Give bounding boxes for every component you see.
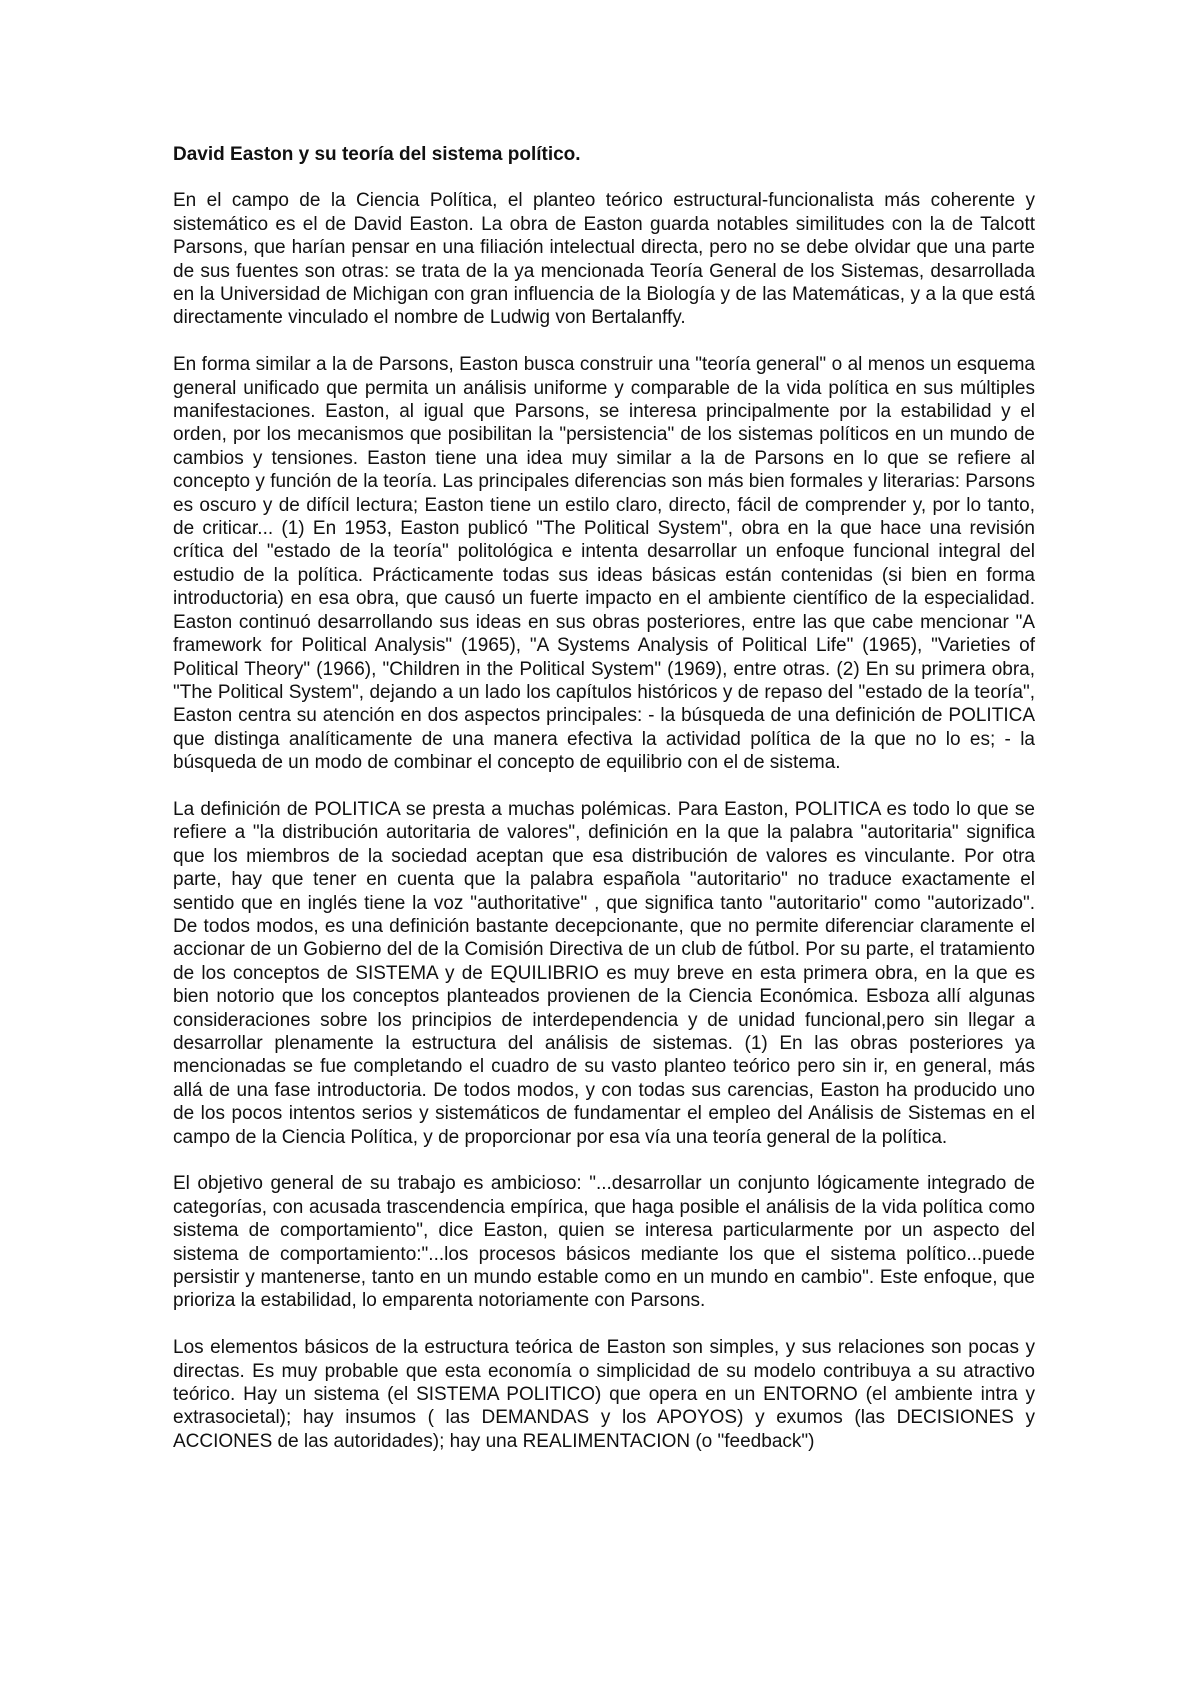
paragraph-5: Los elementos básicos de la estructura teórica de Easton son simples, y sus relaciones son pocas y directas. Es muy probable que esta economía o simplicidad de su modelo contribuya a su atractivo teórico. Hay un sistema (el SISTEMA POLITICO) que opera en un ENTORNO (el ambiente intra y extrasocietal); hay insumos ( las DEMANDAS y los APOYOS) y exumos (las DECISIONES y ACCIONES de las autoridades); hay una REALIMENTACION (o "feedback") xyxy=(173,1337,1035,1452)
paragraph-2: En forma similar a la de Parsons, Easton busca construir una "teoría general" o al menos un esquema general unificado que permita un análisis uniforme y comparable de la vida política en sus múltiples manifestaciones. Easton, al igual que Parsons, se interesa principalmente por la estabilidad y el orden, por los mecanismos que posibilitan la "persistencia" de los sistemas políticos en un mundo de cambios y tensiones. Easton tiene una idea muy similar a la de Parsons en lo que se refiere al concepto y función de la teoría. Las principales diferencias son más bien formales y literarias: Parsons es oscuro y de difícil lectura; Easton tiene un estilo claro, directo, fácil de comprender y, por lo tanto, de criticar... (1) En 1953, Easton publicó "The Political System", obra en la que hace una revisión crítica del "estado de la teoría" politológica e intenta desarrollar un enfoque funcional integral del estudio de la política. Prácticamente todas sus ideas básicas están contenidas (si bien en forma introductoria) en esa obra, que causó un fuerte impacto en el ambiente científico de la especialidad. Easton continuó desarrollando sus ideas en sus obras posteriores, entre las que cabe mencionar "A framework for Political Analysis" (1965), "A Systems Analysis of Political Life" (1965), "Varieties of Political Theory" (1966), "Children in the Political System" (1969), entre otras. (2) En su primera obra, "The Political System", dejando a un lado los capítulos históricos y de repaso del "estado de la teoría", Easton centra su atención en dos aspectos principales: - la búsqueda de una definición de POLITICA que distinga analíticamente de una manera efectiva la actividad política de la que no lo es; - la búsqueda de un modo de combinar el concepto de equilibrio con el de sistema. xyxy=(173,354,1035,774)
document-page xyxy=(173,143,1035,1477)
paragraph-4: El objetivo general de su trabajo es ambicioso: "...desarrollar un conjunto lógicamente integrado de categorías, con acusada trascendencia empírica, que haga posible el análisis de la vida política como sistema de comportamiento", dice Easton, quien se interesa particularmente por un aspecto del sistema de comportamiento:"...los procesos básicos mediante los que el sistema político...puede persistir y mantenerse, tanto en un mundo estable como en un mundo en cambio". Este enfoque, que prioriza la estabilidad, lo emparenta notoriamente con Parsons. xyxy=(173,1173,1035,1312)
paragraph-1: En el campo de la Ciencia Política, el planteo teórico estructural-funcionalista más coherente y sistemático es el de David Easton. La obra de Easton guarda notables similitudes con la de Talcott Parsons, que harían pensar en una filiación intelectual directa, pero no se debe olvidar que una parte de sus fuentes son otras: se trata de la ya mencionada Teoría General de los Sistemas, desarrollada en la Universidad de Michigan con gran influencia de la Biología y de las Matemáticas, y a la que está directamente vinculado el nombre de Ludwig von Bertalanffy. xyxy=(173,190,1035,329)
document-title: David Easton y su teoría del sistema político. xyxy=(173,144,581,165)
paragraph-3: La definición de POLITICA se presta a muchas polémicas. Para Easton, POLITICA es todo lo que se refiere a "la distribución autoritaria de valores", definición en la que la palabra "autoritaria" significa que los miembros de la sociedad aceptan que esa distribución de valores es vinculante. Por otra parte, hay que tener en cuenta que la palabra española "autoritario" no traduce exactamente el sentido que en inglés tiene la voz "authoritative" , que significa tanto "autoritario" como "autorizado". De todos modos, es una definición bastante decepcionante, que no permite diferenciar claramente el accionar de un Gobierno del de la Comisión Directiva de un club de fútbol. Por su parte, el tratamiento de los conceptos de SISTEMA y de EQUILIBRIO es muy breve en esta primera obra, en la que es bien notorio que los conceptos planteados provienen de la Ciencia Económica. Esboza allí algunas consideraciones sobre los principios de interdependencia y de unidad funcional,pero sin llegar a desarrollar plenamente la estructura del análisis de sistemas. (1) En las obras posteriores ya mencionadas se fue completando el cuadro de su vasto planteo teórico pero sin ir, en general, más allá de una fase introductoria. De todos modos, y con todas sus carencias, Easton ha producido uno de los pocos intentos serios y sistemáticos de fundamentar el empleo del Análisis de Sistemas en el campo de la Ciencia Política, y de proporcionar por esa vía una teoría general de la política. xyxy=(173,798,1035,1148)
